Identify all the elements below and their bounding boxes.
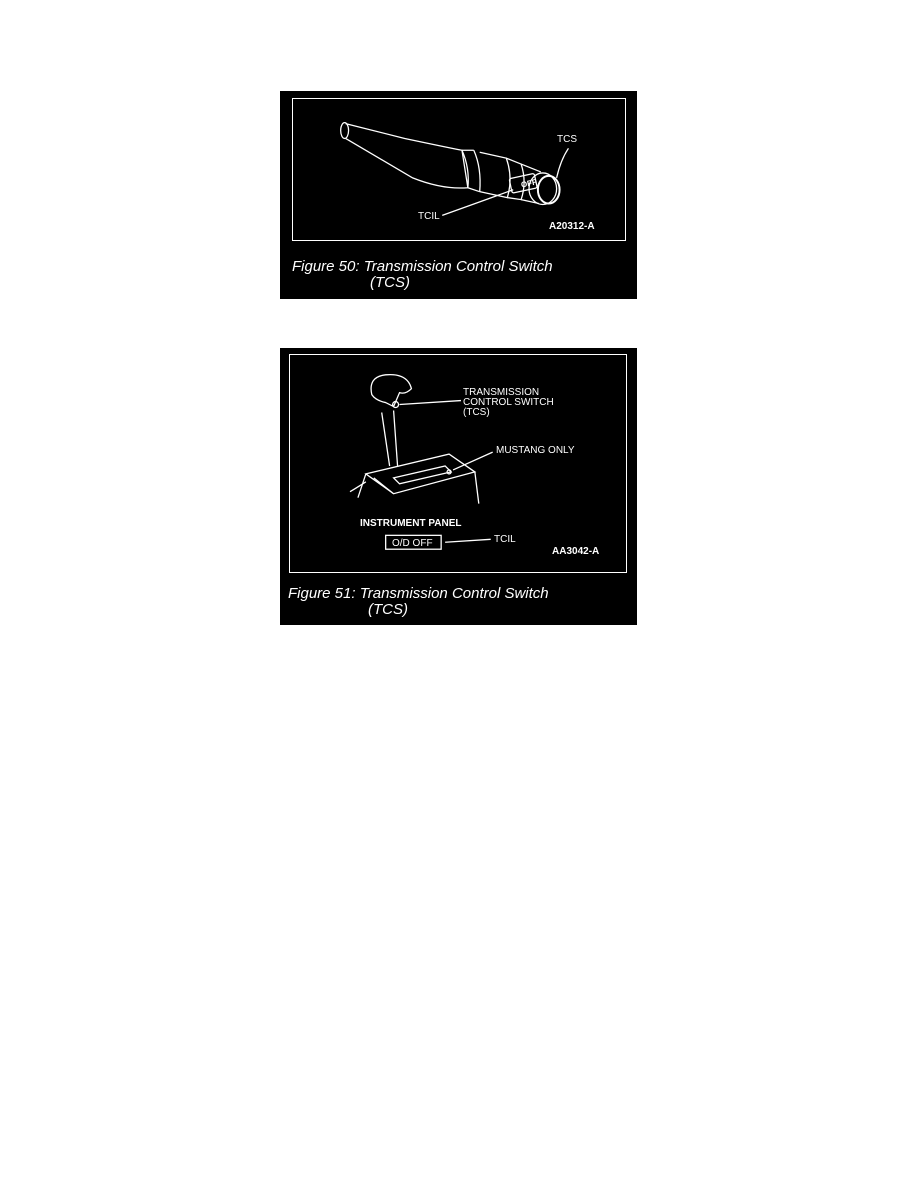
mustang-only-label: MUSTANG ONLY [496, 445, 575, 456]
tcil-label: TCIL [418, 211, 440, 222]
figure-51-illustration-frame [289, 354, 627, 573]
tcs-label-line3: (TCS) [463, 407, 490, 418]
tcs-label-line1: TRANSMISSION [463, 387, 540, 398]
figure-50-illustration-frame [292, 98, 626, 241]
figure-caption-line1: Figure 50: Transmission Control Switch [292, 258, 553, 275]
tcil-label: TCIL [494, 534, 516, 545]
tcs-label-line2: CONTROL SWITCH [463, 397, 554, 408]
column-shift-lever-illustration [293, 99, 625, 240]
tcs-label: TCS [557, 134, 577, 145]
figure-caption-line2: (TCS) [370, 274, 410, 291]
od-off-indicator: O/D OFF [392, 538, 433, 549]
figure-code: AA3042-A [552, 546, 600, 557]
figure-50 [280, 91, 637, 299]
figure-caption-line2: (TCS) [368, 601, 408, 618]
floor-shift-lever-illustration [290, 355, 626, 572]
figure-code: A20312-A [549, 221, 595, 232]
instrument-panel-label: INSTRUMENT PANEL [360, 518, 462, 529]
figure-51 [280, 348, 637, 625]
figure-caption-line1: Figure 51: Transmission Control Switch [288, 585, 549, 602]
off-lamp-label: OFF [520, 177, 538, 190]
